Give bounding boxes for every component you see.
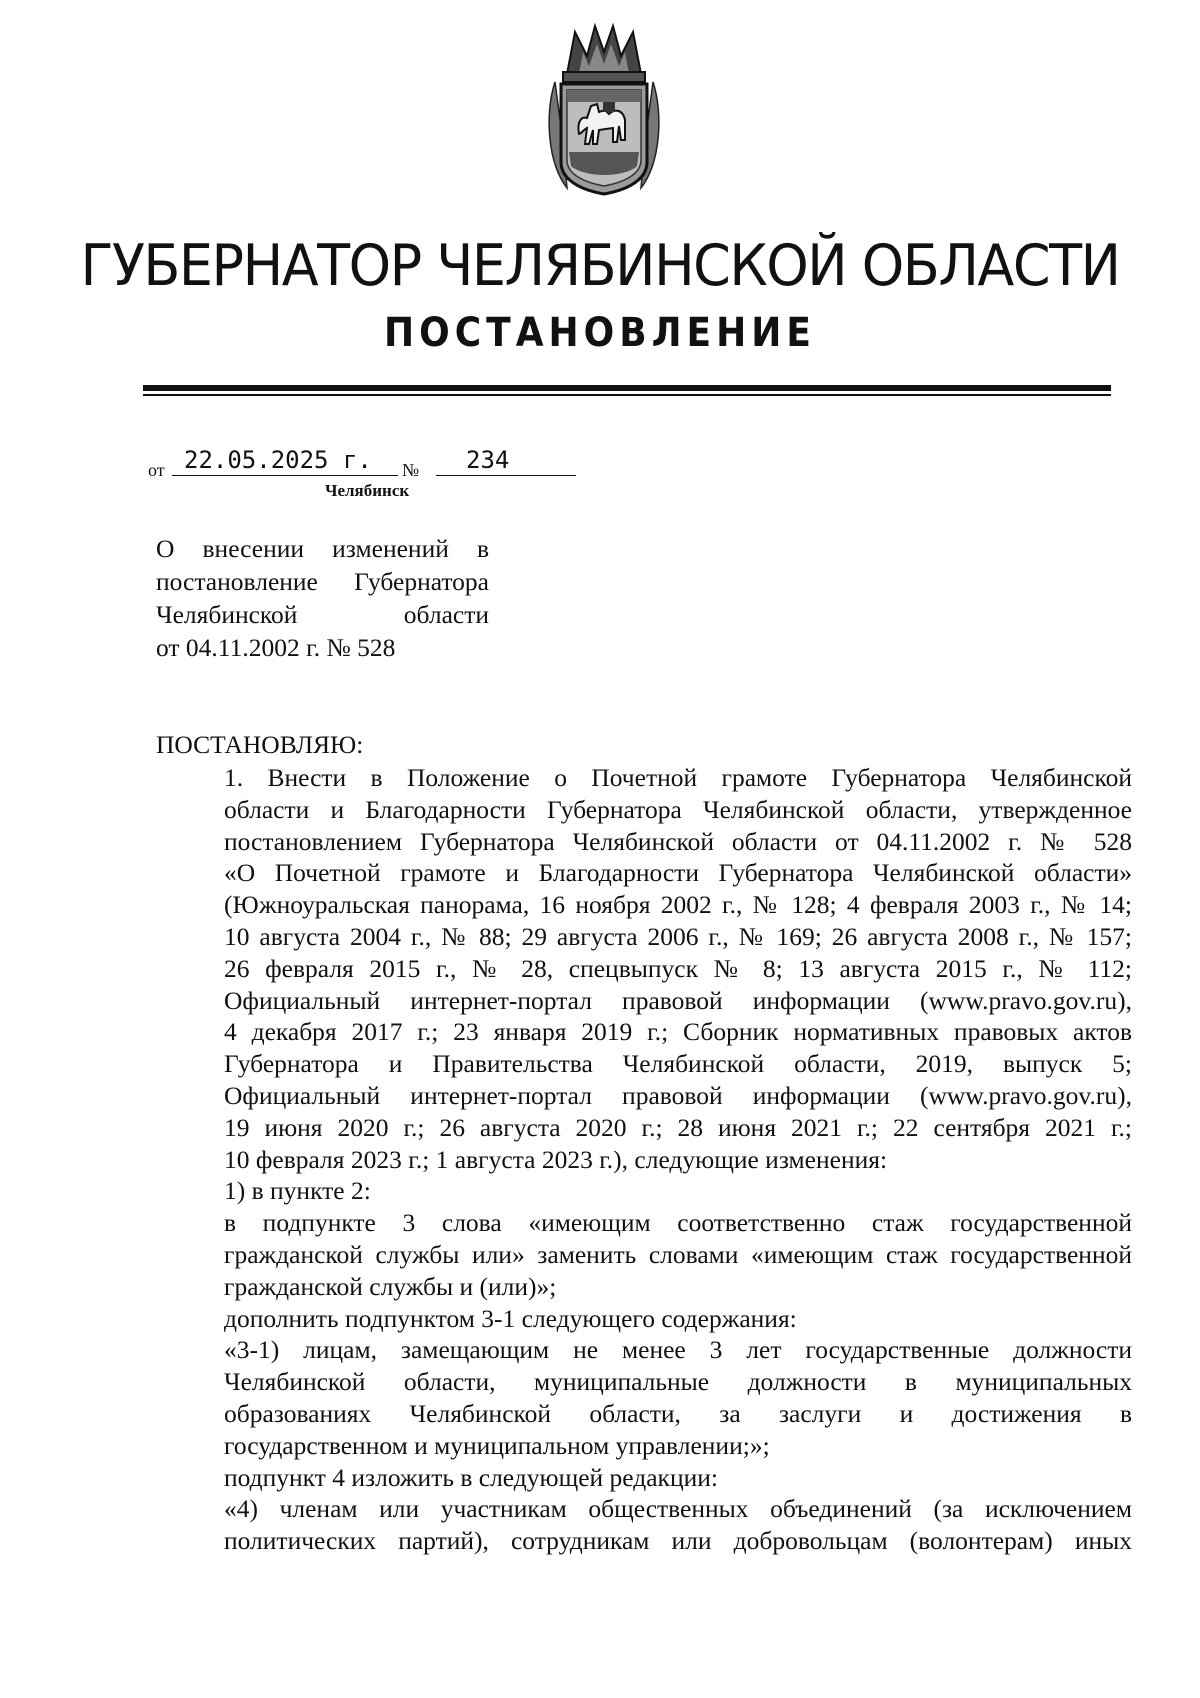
document-type: ПОСТАНОВЛЕНИЕ bbox=[384, 310, 816, 356]
subject-line: Челябинской области bbox=[156, 600, 489, 629]
body-line: 1. Внести в Положение о Почетной грамоте Губернатора Челябинской bbox=[224, 763, 1132, 792]
body-line: 26 февраля 2015 г., № 28, спецвыпуск № 8; 13 августа 2015 г., № 112; bbox=[224, 953, 1132, 983]
body-line: Челябинской области, муниципальные должности в муниципальных bbox=[224, 1367, 1132, 1397]
number-label: № bbox=[402, 460, 420, 480]
body-line: «О Почетной грамоте и Благодарности Губернатора Челябинской области» bbox=[224, 858, 1132, 888]
document-number: 234 bbox=[436, 446, 576, 476]
body-line: Официальный интернет-портал правовой информации (www.pravo.gov.ru), bbox=[224, 1080, 1132, 1110]
chelyabinsk-coat-of-arms-icon bbox=[545, 22, 663, 200]
body-line: государственном и муниципальном управлении;»; bbox=[224, 1430, 770, 1460]
body-line: 10 августа 2004 г., № 88; 29 августа 2006 г., № 169; 26 августа 2008 г., № 157; bbox=[224, 921, 1132, 951]
subpoint-3-1-paragraph bbox=[156, 1334, 1132, 1461]
body-line: 4 декабря 2017 г.; 23 января 2019 г.; Сборник нормативных правовых актов bbox=[224, 1017, 1132, 1047]
subject-line: от 04.11.2002 г. № 528 bbox=[156, 633, 396, 662]
body-line: постановлением Губернатора Челябинской области от 04.11.2002 г. № 528 bbox=[224, 826, 1132, 856]
point-1-heading: 1) в пункте 2: bbox=[224, 1176, 371, 1206]
body-line: гражданской службы и (или)»; bbox=[224, 1271, 557, 1301]
body-line: в подпункте 3 слова «имеющим соответственно стаж государственной bbox=[224, 1208, 1132, 1238]
body-line: области и Благодарности Губернатора Челябинской области, утвержденное bbox=[224, 794, 1132, 824]
body-line: «3-1) лицам, замещающим не менее 3 лет государственные должности bbox=[224, 1335, 1132, 1365]
decree-word: ПОСТАНОВЛЯЮ: bbox=[156, 730, 364, 759]
date-label: от bbox=[148, 460, 165, 480]
header-divider-thin bbox=[143, 394, 1111, 396]
document-details bbox=[148, 446, 578, 506]
subpoint-3-paragraph bbox=[156, 1207, 1132, 1302]
body-line: Губернатора и Правительства Челябинской области, 2019, выпуск 5; bbox=[224, 1049, 1132, 1079]
body-line: образованиях Челябинской области, за заслуги и достижения в bbox=[224, 1398, 1132, 1428]
subject-line: постановление Губернатора bbox=[156, 567, 489, 596]
header-divider-thick bbox=[143, 385, 1111, 391]
document-subject bbox=[156, 532, 489, 664]
issuing-authority: ГУБЕРНАТОР ЧЕЛЯБИНСКОЙ ОБЛАСТИ bbox=[80, 232, 1120, 299]
item-1-paragraph bbox=[156, 762, 1132, 1175]
body-line: гражданской службы или» заменить словами «имеющим стаж государственной bbox=[224, 1239, 1132, 1269]
body-line: «4) членам или участникам общественных объединений (за исключением bbox=[224, 1494, 1132, 1524]
body-line: 10 февраля 2023 г.; 1 августа 2023 г.), следующие изменения: bbox=[224, 1144, 888, 1174]
body-line: (Южноуральская панорама, 16 ноября 2002 г., № 128; 4 февраля 2003 г., № 14; bbox=[224, 890, 1132, 920]
body-line: 19 июня 2020 г.; 26 августа 2020 г.; 28 июня 2021 г.; 22 сентября 2021 г.; bbox=[224, 1112, 1132, 1142]
document-date: 22.05.2025 г. bbox=[172, 446, 398, 476]
subpoint-4-intro: подпункт 4 изложить в следующей редакции: bbox=[224, 1462, 718, 1492]
subject-line: О внесении изменений в bbox=[156, 534, 489, 563]
body-line: политических партий), сотрудникам или добровольцам (волонтерам) иных bbox=[224, 1526, 1132, 1556]
add-subpoint-3-1-intro: дополнить подпунктом 3-1 следующего содержания: bbox=[224, 1303, 797, 1333]
body-line: Официальный интернет-портал правовой информации (www.pravo.gov.ru), bbox=[224, 985, 1132, 1015]
subpoint-4-paragraph bbox=[156, 1493, 1132, 1557]
document-city: Челябинск bbox=[325, 481, 410, 500]
document-body bbox=[156, 728, 1132, 1557]
